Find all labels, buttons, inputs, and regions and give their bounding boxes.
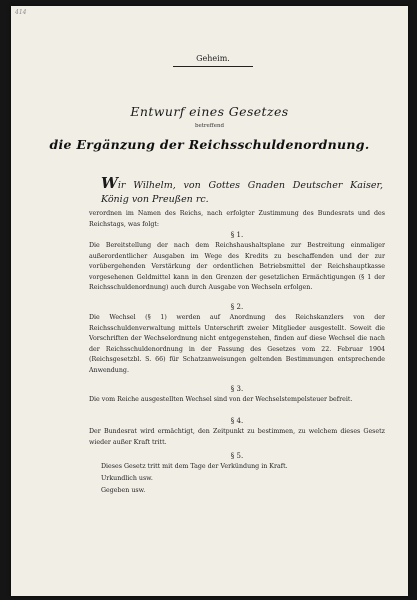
document-title-betreffend: betreffend — [194, 123, 225, 129]
classification-label: Geheim. — [173, 51, 253, 67]
closing-given: Gegeben usw. — [101, 487, 146, 494]
section-5-heading: § 5. — [230, 452, 244, 460]
section-4-text: Der Bundesrat wird ermächtigt, den Zeitpunkt zu bestimmen, zu welchem dieses Gesetz wieder außer Kraft tritt. — [89, 428, 385, 446]
enacting-clause: verordnen im Namen des Reichs, nach erfolgter Zustimmung des Bundesrats und des Reichstags, was folgt: — [89, 210, 385, 228]
closing-signed: Urkundlich usw. — [101, 475, 153, 482]
section-2-heading: § 2. — [230, 303, 244, 311]
preamble-initial: W — [101, 174, 118, 192]
section-5-text: Dieses Gesetz tritt mit dem Tage der Verkündung in Kraft. — [101, 463, 288, 470]
section-2-text: Die Wechsel (§ 1) werden auf Anordnung des Reichskanzlers von der Reichsschuldenverwaltung mittels Unterschrift zweier Mitglieder ausgestellt. Soweit die Vorschriften der Wechselordnung nicht entgegenstehen, finden auf diese Wechsel die nach der Reichsschuldenordnung in der Fassung des Gesetzes vom 22. Februar 1904 (Reichsgesetzbl. S. 66) für Schatzanweisungen geltenden Bestimmungen entsprechende Anwendung. — [89, 314, 385, 374]
margin-note: 414 — [15, 9, 27, 16]
section-3-heading: § 3. — [230, 385, 244, 393]
document-page — [11, 6, 408, 596]
preamble — [101, 176, 383, 207]
preamble-text: ir Wilhelm, von Gottes Gnaden Deutscher Kaiser, König von Preußen rc. — [101, 180, 383, 205]
section-4-heading: § 4. — [230, 417, 244, 425]
document-title-line1: Entwurf eines Gesetzes — [130, 104, 289, 119]
section-1-heading: § 1. — [230, 231, 244, 239]
document-title-line2: die Ergänzung der Reichsschuldenordnung. — [49, 137, 370, 152]
section-1-text: Die Bereitstellung der nach dem Reichshaushaltsplane zur Bestreitung einmaliger außerordentlicher Ausgaben im Wege des Kredits zu beschaffenden und der zur vorübergehenden Verstärkung der ordentlichen Betriebsmittel der Reichshauptkasse vorgesehenen Geldmittel kann in den Grenzen der gesetzlichen Ermächtigungen (§ 1 der Reichsschuldenordnung) auch durch Ausgabe von Wechseln erfolgen. — [89, 242, 385, 291]
section-3-text: Die vom Reiche ausgestellten Wechsel sind von der Wechselstempelsteuer befreit. — [89, 396, 353, 403]
